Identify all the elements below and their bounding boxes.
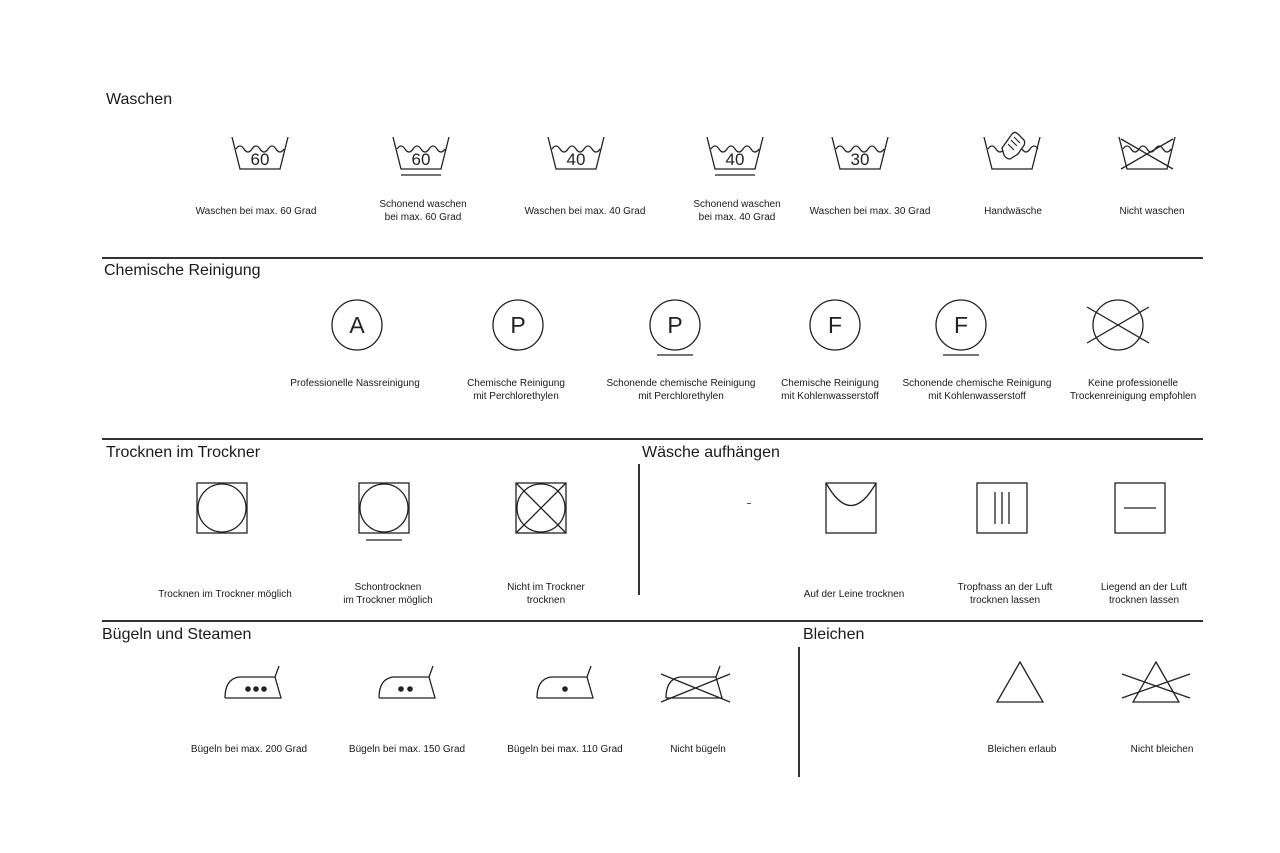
caption-line: Nicht waschen — [1119, 206, 1185, 217]
caption-gentle-tumble-dry — [298, 582, 478, 607]
caption-line: im Trockner möglich — [343, 594, 433, 606]
caption-line: Bügeln bei max. 150 Grad — [348, 744, 466, 755]
caption-line: Nicht im Trockner — [507, 582, 585, 593]
caption-line: mit Perchlorethylen — [638, 390, 724, 402]
caption-line: Tropfnass an der Luft — [957, 582, 1053, 593]
caption-line: Keine professionelle — [1087, 378, 1179, 389]
caption-dry-clean-perc — [426, 378, 606, 403]
section-title-dry-cleaning: Chemische Reinigung — [104, 262, 261, 279]
divider-vertical-ironing — [798, 647, 800, 777]
caption-line: Professionelle Nassreinigung — [290, 378, 420, 389]
dry-clean-letter: P — [667, 312, 683, 338]
section-title-washing: Waschen — [106, 91, 173, 108]
wash-temp-label: 30 — [850, 150, 870, 169]
iron-three-dots-icon — [223, 665, 283, 701]
hand-wash-icon — [982, 128, 1042, 178]
dry-clean-p-icon — [492, 299, 544, 359]
wash-temp-label: 40 — [725, 150, 745, 169]
dry-clean-letter: A — [349, 312, 365, 338]
caption-line: bei max. 40 Grad — [698, 211, 776, 223]
no-wash-icon — [1117, 133, 1177, 183]
drip-dry-icon — [976, 482, 1028, 534]
caption-line: Schonend waschen — [379, 199, 467, 210]
caption-line: Auf der Leine trocknen — [803, 589, 905, 600]
caption-line: Schonende chemische Reinigung — [902, 378, 1052, 389]
caption-no-iron — [608, 744, 788, 757]
caption-line: trocknen lassen — [969, 594, 1041, 606]
caption-line: mit Kohlenwasserstoff — [928, 390, 1026, 402]
section-title-bleaching: Bleichen — [803, 626, 865, 643]
caption-line: Nicht bleichen — [1130, 744, 1194, 755]
gentle-dry-clean-f-icon — [935, 299, 987, 359]
no-bleach-icon — [1121, 660, 1191, 704]
wet-clean-circle-icon — [331, 299, 383, 359]
divider-vertical-drying — [638, 464, 640, 595]
caption-line: Schonende chemische Reinigung — [606, 378, 756, 389]
caption-line: Waschen bei max. 60 Grad — [195, 206, 317, 217]
caption-line: mit Perchlorethylen — [473, 390, 559, 402]
caption-line: mit Kohlenwasserstoff — [781, 390, 879, 402]
gentle-dry-clean-p-icon — [649, 299, 701, 359]
divider-drying — [102, 620, 1203, 622]
tumble-dry-icon — [196, 482, 248, 534]
wash-temp-label: 60 — [411, 150, 431, 169]
caption-line: Chemische Reinigung — [467, 378, 565, 389]
gentle-wash-tub-icon — [391, 133, 451, 183]
gentle-tumble-dry-icon — [358, 482, 410, 542]
caption-gentle-dry-clean-hydrocarbon — [887, 378, 1067, 403]
divider-dry-cleaning — [102, 438, 1203, 440]
no-iron-icon — [660, 662, 732, 704]
caption-line: Bügeln bei max. 200 Grad — [190, 744, 308, 755]
caption-line: Waschen bei max. 30 Grad — [809, 206, 931, 217]
section-title-ironing: Bügeln und Steamen — [102, 626, 252, 643]
section-title-tumble-drying: Trocknen im Trockner — [106, 444, 261, 461]
caption-iron-150 — [317, 744, 497, 757]
caption-iron-200 — [159, 744, 339, 757]
no-dry-clean-icon — [1085, 299, 1151, 353]
caption-line: trocknen — [526, 594, 566, 606]
caption-line: Waschen bei max. 40 Grad — [524, 206, 646, 217]
flat-dry-icon — [1114, 482, 1166, 534]
caption-line: bei max. 60 Grad — [384, 211, 462, 223]
caption-no-wash — [1062, 206, 1242, 219]
stray-mark — [747, 503, 751, 504]
iron-two-dots-icon — [377, 665, 437, 701]
wash-temp-label: 60 — [250, 150, 270, 169]
wash-tub-icon — [830, 133, 890, 183]
caption-line: trocknen lassen — [1108, 594, 1180, 606]
caption-tumble-dry — [135, 589, 315, 602]
wash-temp-label: 40 — [566, 150, 586, 169]
line-dry-icon — [825, 482, 877, 534]
dry-clean-f-icon — [809, 299, 861, 359]
caption-line: Schontrocknen — [354, 582, 422, 593]
caption-no-tumble-dry — [456, 582, 636, 607]
dry-clean-letter: F — [827, 312, 843, 338]
wash-tub-icon — [230, 133, 290, 183]
caption-line: Handwäsche — [984, 206, 1042, 217]
caption-no-dry-clean — [1043, 378, 1223, 403]
caption-line: Bügeln bei max. 110 Grad — [507, 744, 623, 755]
caption-line: Bleichen erlaub — [987, 744, 1057, 755]
caption-line: Liegend an der Luft — [1100, 582, 1188, 593]
divider-washing — [102, 257, 1203, 259]
caption-no-bleach — [1072, 744, 1252, 757]
gentle-wash-tub-icon — [705, 133, 765, 183]
caption-line: Trockenreinigung empfohlen — [1069, 390, 1197, 402]
dry-clean-letter: P — [510, 312, 526, 338]
caption-line: Nicht bügeln — [670, 744, 726, 755]
iron-one-dot-icon — [535, 665, 595, 701]
caption-line: Trocknen im Trockner möglich — [158, 589, 292, 600]
dry-clean-letter: F — [953, 312, 969, 338]
caption-flat-dry — [1054, 582, 1234, 607]
caption-professional-wet-clean — [265, 378, 445, 391]
caption-gentle-wash-60 — [333, 199, 513, 224]
caption-line: Schonend waschen — [693, 199, 781, 210]
bleach-triangle-icon — [995, 660, 1045, 704]
caption-wash-60 — [166, 206, 346, 219]
no-tumble-dry-icon — [515, 482, 567, 534]
caption-line: Chemische Reinigung — [781, 378, 879, 389]
section-title-line-drying: Wäsche aufhängen — [642, 444, 780, 461]
wash-tub-icon — [546, 133, 606, 183]
